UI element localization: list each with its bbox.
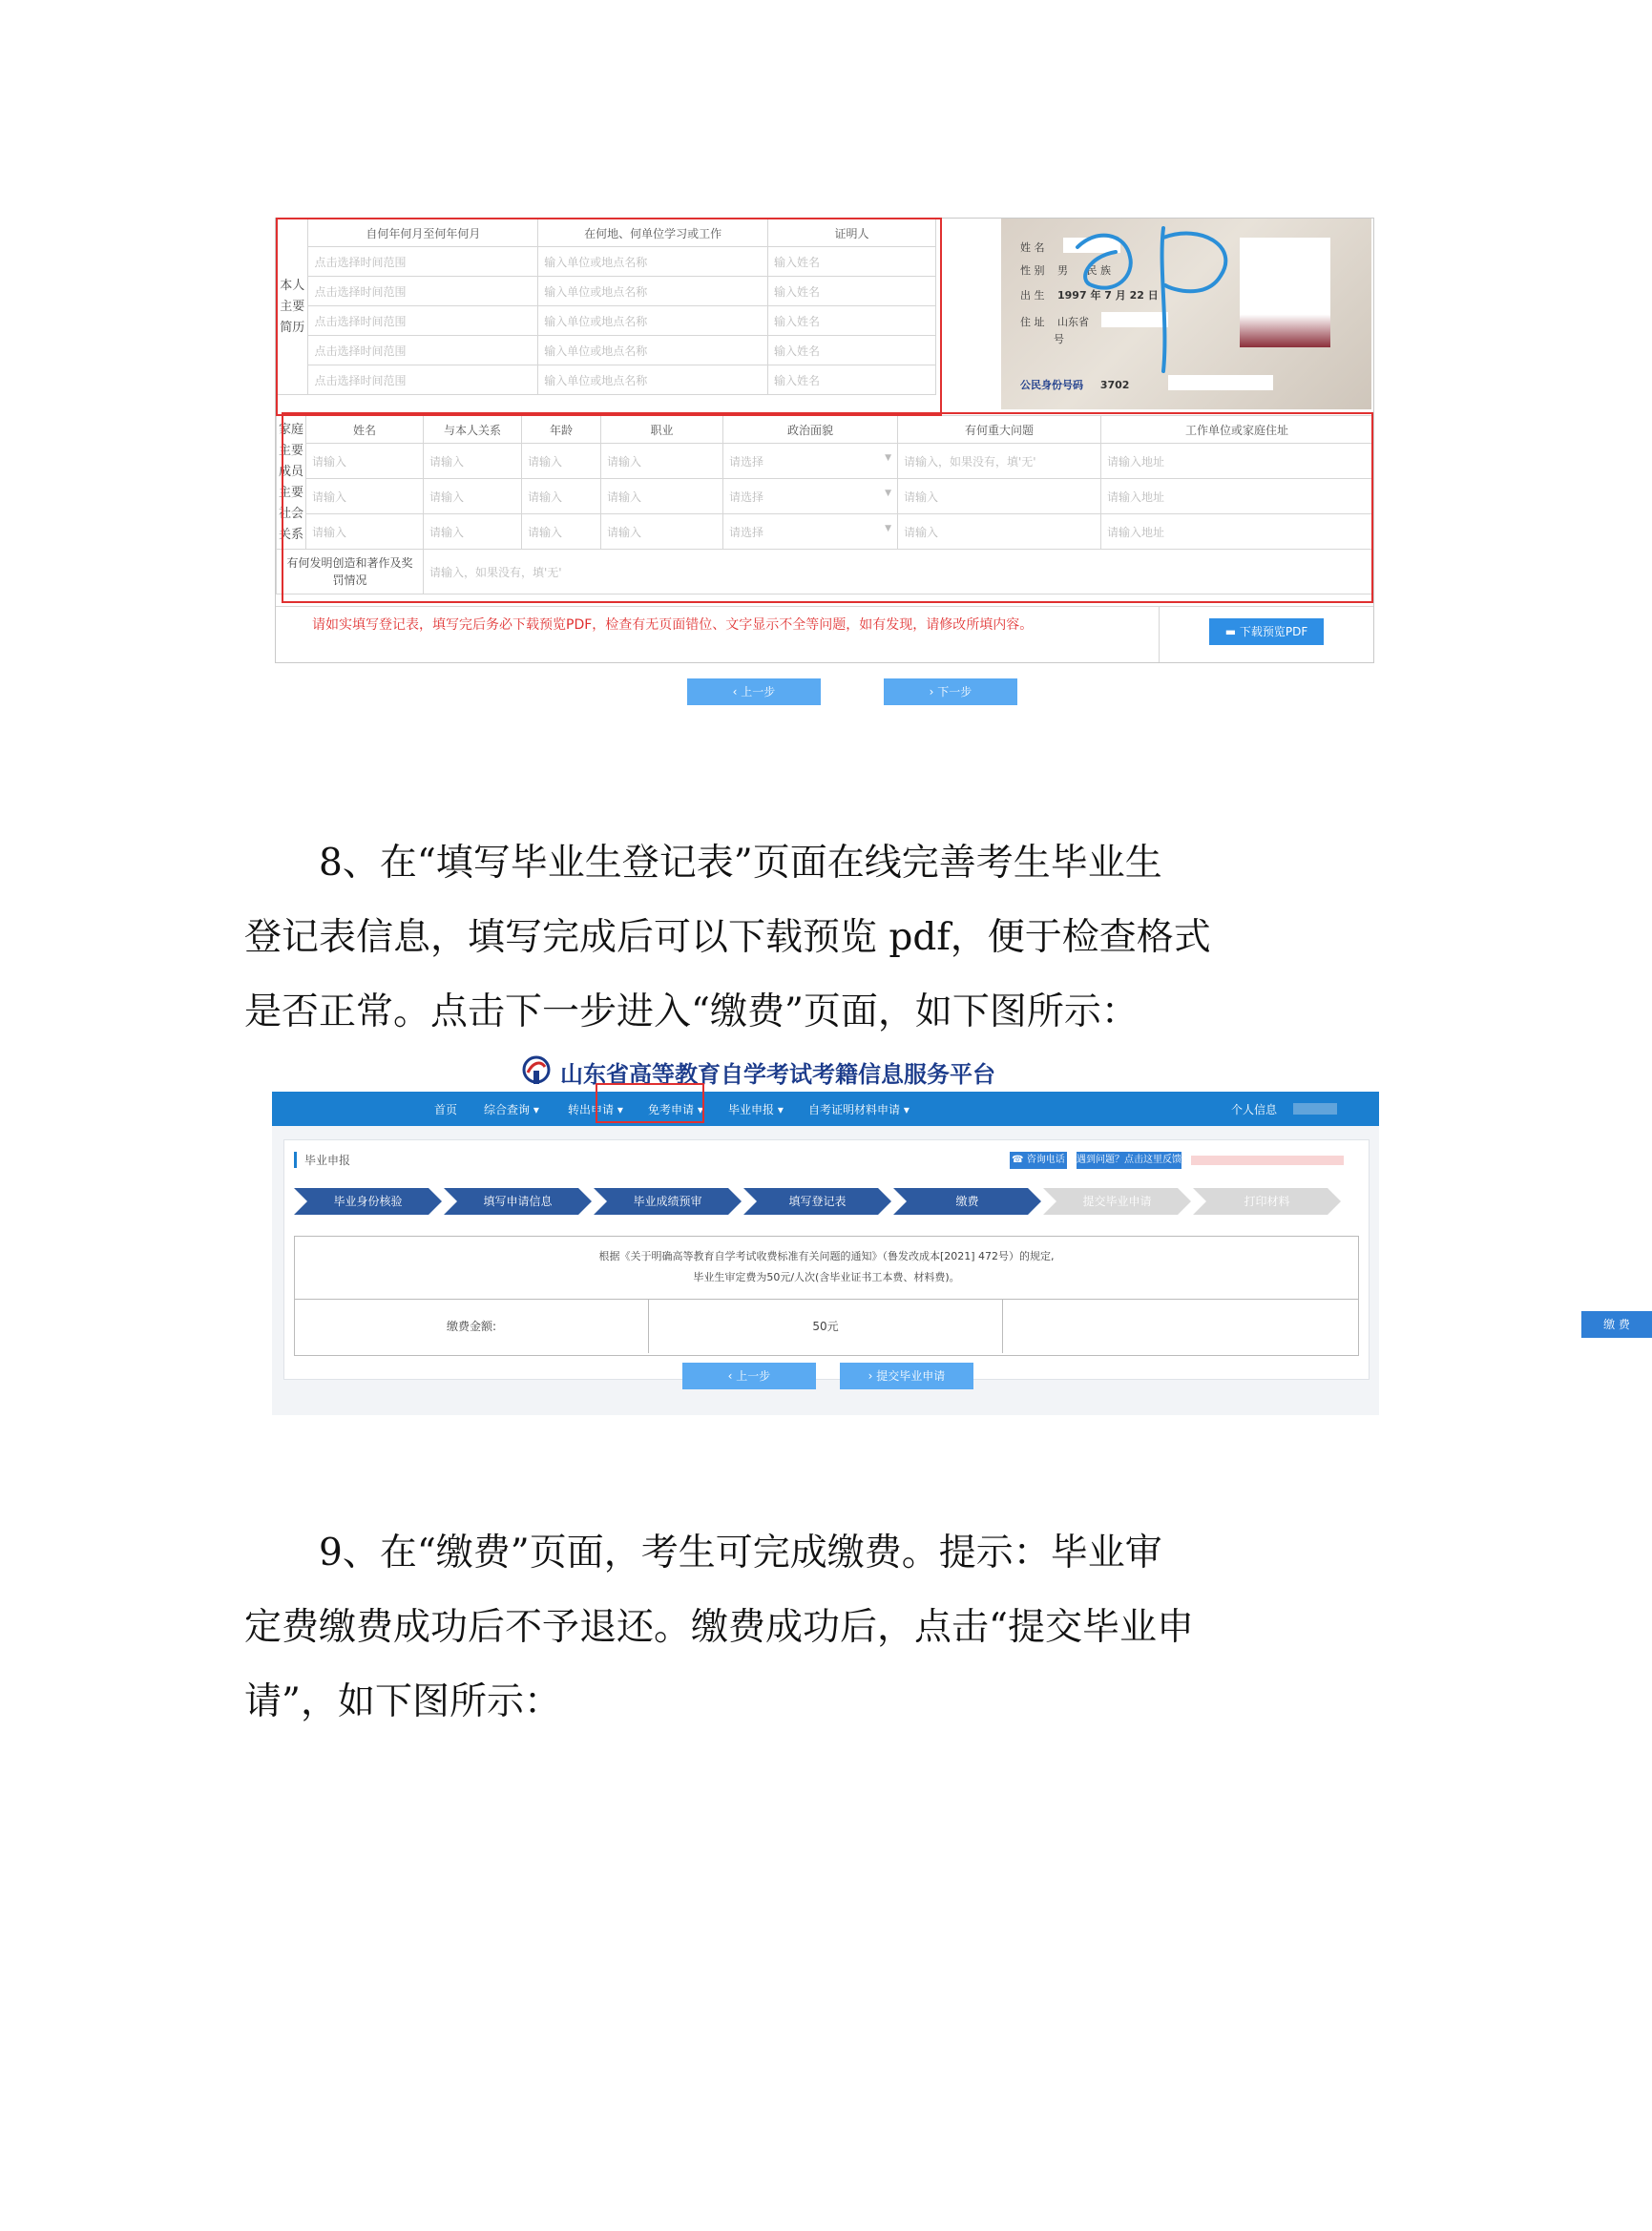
id-address-extra2: 号: [1054, 333, 1064, 345]
step-7: [1193, 1188, 1341, 1215]
fee-action-cell: [1003, 1300, 1630, 1353]
step-label: 填写申请信息: [483, 1195, 553, 1208]
period-picker[interactable]: 点击选择时间范围: [308, 365, 538, 395]
nav-query[interactable]: 综合查询 ▾: [484, 1103, 539, 1116]
navbar: [272, 1092, 1379, 1126]
age-input[interactable]: 请输入: [522, 479, 601, 514]
family-header-name: 姓名: [306, 416, 424, 444]
graduation-panel: [283, 1139, 1630, 1380]
name-input[interactable]: 请输入: [306, 479, 424, 514]
name-input[interactable]: 请输入: [306, 514, 424, 550]
payment-page-screenshot: [272, 1048, 1630, 1415]
id-name-label: 姓 名: [1020, 241, 1045, 254]
fee-amount: 50元: [649, 1300, 1003, 1353]
place-input[interactable]: 输入单位或地点名称: [538, 306, 768, 336]
chevron-left-icon: ‹: [732, 685, 742, 698]
relation-input[interactable]: 请输入: [424, 514, 522, 550]
witness-input[interactable]: 输入姓名: [768, 247, 936, 277]
step-label: 毕业身份核验: [333, 1195, 403, 1208]
period-picker[interactable]: 点击选择时间范围: [308, 306, 538, 336]
step-label: 打印材料: [1244, 1195, 1290, 1208]
prev-step-button[interactable]: [682, 1363, 816, 1389]
step-label: 毕业成绩预审: [633, 1195, 702, 1208]
invention-label: 有何发明创造和著作及奖罚情况: [277, 550, 424, 594]
relation-input[interactable]: 请输入: [424, 479, 522, 514]
address-input[interactable]: 请输入地址: [1101, 479, 1373, 514]
id-birth-label: 出 生: [1020, 289, 1045, 302]
id-gender-value: 男: [1057, 264, 1068, 277]
chevron-down-icon: ▼: [885, 523, 891, 533]
notice-text: 请如实填写登记表，填写完后务必下载预览PDF，检查有无页面错位、文字显示不全等问题，如有发现，请修改所填内容。: [312, 617, 1034, 633]
site-logo-icon: [522, 1053, 551, 1086]
submit-graduation-button[interactable]: [840, 1363, 973, 1389]
select-placeholder: 请选择: [729, 454, 764, 469]
job-input[interactable]: 请输入: [601, 514, 723, 550]
family-header-address: 工作单位或家庭住址: [1101, 416, 1373, 444]
download-icon: ▬: [1224, 625, 1240, 638]
place-input[interactable]: 输入单位或地点名称: [538, 277, 768, 306]
resume-header-place: 在何地、何单位学习或工作: [538, 219, 768, 247]
feedback-button[interactable]: 遇到问题？点击这里反馈: [1077, 1152, 1181, 1169]
prev-step-label: 上一步: [736, 1369, 771, 1383]
hotline-button[interactable]: [1010, 1152, 1067, 1169]
select-placeholder: 请选择: [729, 490, 764, 504]
pay-button[interactable]: 缴 费: [1581, 1311, 1652, 1338]
paragraph-step-8: [244, 826, 1361, 1050]
resume-header-witness: 证明人: [768, 219, 936, 247]
address-input[interactable]: 请输入地址: [1101, 514, 1373, 550]
chevron-down-icon: ▼: [885, 488, 891, 498]
period-picker[interactable]: 点击选择时间范围: [308, 277, 538, 306]
nav-transfer[interactable]: 转出申请 ▾: [568, 1103, 623, 1116]
invention-input[interactable]: 请输入，如果没有，填'无': [424, 550, 1373, 594]
fee-rule-text: [295, 1237, 1358, 1300]
step-1: [294, 1188, 442, 1215]
step-6: [1043, 1188, 1191, 1215]
place-input[interactable]: 输入单位或地点名称: [538, 247, 768, 277]
issues-input[interactable]: 请输入: [898, 479, 1101, 514]
id-address-value: 山东省: [1057, 316, 1089, 328]
nav-home[interactable]: 首页: [434, 1103, 458, 1116]
highlight-box-family: [282, 412, 1373, 603]
fee-table: [294, 1236, 1630, 1356]
hotline-label: 咨询电话: [1026, 1155, 1065, 1165]
next-step-button[interactable]: [884, 678, 1017, 705]
issues-input[interactable]: 请输入，如果没有，填'无': [898, 444, 1101, 479]
paragraph-line: 是否正常。点击下一步进入“缴费”页面，如下图所示：: [244, 990, 1139, 1033]
family-header-age: 年龄: [522, 416, 601, 444]
id-card-image: [1001, 219, 1371, 409]
step-3: [594, 1188, 742, 1215]
id-address-label: 住 址: [1020, 316, 1045, 328]
step-label: 缴费: [955, 1195, 979, 1208]
site-title: 山东省高等教育自学考试考籍信息服务平台: [560, 1061, 995, 1088]
chevron-down-icon: ▼: [885, 452, 891, 463]
download-button-label: 下载预览PDF: [1239, 625, 1308, 638]
panel-title: 毕业申报: [294, 1152, 350, 1168]
step-2: [444, 1188, 592, 1215]
paragraph-line: 登记表信息，填写完成后可以下载预览 pdf，便于检查格式: [244, 916, 1211, 959]
id-number-prefix: 3702: [1099, 379, 1130, 391]
paragraph-line: 9、在“缴费”页面，考生可完成缴费。提示：毕业审: [319, 1532, 1162, 1574]
family-header-relation: 与本人关系: [424, 416, 522, 444]
witness-input[interactable]: 输入姓名: [768, 336, 936, 365]
prev-step-label: 上一步: [741, 685, 776, 698]
place-input[interactable]: 输入单位或地点名称: [538, 336, 768, 365]
age-input[interactable]: 请输入: [522, 444, 601, 479]
nav-certificate[interactable]: 自考证明材料申请 ▾: [808, 1103, 910, 1116]
resume-header-period: 自何年何月至何年何月: [308, 219, 538, 247]
select-placeholder: 请选择: [729, 525, 764, 539]
issues-input[interactable]: 请输入: [898, 514, 1101, 550]
age-input[interactable]: 请输入: [522, 514, 601, 550]
job-input[interactable]: 请输入: [601, 444, 723, 479]
relation-input[interactable]: 请输入: [424, 444, 522, 479]
witness-input[interactable]: 输入姓名: [768, 365, 936, 395]
family-header-job: 职业: [601, 416, 723, 444]
divider: [1159, 607, 1160, 662]
nav-user-info[interactable]: 个人信息: [1231, 1103, 1278, 1116]
step-5: [893, 1188, 1041, 1215]
id-number-label: 公民身份号码: [1020, 379, 1083, 391]
address-input[interactable]: 请输入地址: [1101, 444, 1373, 479]
highlight-box-resume: [276, 218, 942, 416]
resume-side-label: 本人主要简历: [277, 219, 308, 395]
site-header: [272, 1048, 1379, 1092]
nav-exemption[interactable]: 免考申请 ▾: [648, 1103, 703, 1116]
paragraph-line: 定费缴费成功后不予退还。缴费成功后，点击“提交毕业申: [244, 1606, 1194, 1649]
paragraph-line: 请”，如下图所示：: [244, 1680, 561, 1723]
fee-rule-line: 毕业生审定费为50元/人次(含毕业证书工本费、材料费)。: [693, 1271, 960, 1283]
family-header-issues: 有何重大问题: [898, 416, 1101, 444]
redacted-block: [1293, 1103, 1337, 1115]
phone-icon: ☎: [1012, 1155, 1027, 1165]
signature-scribble: [1058, 219, 1278, 381]
period-picker[interactable]: 点击选择时间范围: [308, 247, 538, 277]
paragraph-line: 8、在“填写毕业生登记表”页面在线完善考生毕业生: [319, 842, 1162, 885]
id-gender-label: 性 别: [1020, 264, 1045, 277]
place-input[interactable]: 输入单位或地点名称: [538, 365, 768, 395]
download-preview-pdf-button[interactable]: [1209, 618, 1324, 645]
step-4: [743, 1188, 891, 1215]
chevron-left-icon: ‹: [727, 1369, 737, 1383]
period-picker[interactable]: 点击选择时间范围: [308, 336, 538, 365]
highlight-box-pay-step: [596, 1083, 704, 1123]
prev-step-button[interactable]: [687, 678, 821, 705]
submit-label: 提交毕业申请: [876, 1369, 946, 1383]
step-label: 填写登记表: [788, 1195, 847, 1208]
fee-label: 缴费金额:: [295, 1300, 649, 1353]
name-input[interactable]: 请输入: [306, 444, 424, 479]
family-header-politics: 政治面貌: [723, 416, 898, 444]
chevron-right-icon: ›: [929, 685, 938, 698]
nav-graduation[interactable]: 毕业申报 ▾: [728, 1103, 784, 1116]
redacted-block: [1191, 1156, 1344, 1165]
chevron-right-icon: ›: [868, 1369, 877, 1383]
step-label: 提交毕业申请: [1082, 1195, 1152, 1208]
content-area: [272, 1126, 1630, 1415]
family-side-label: 家庭主要成员主要社会关系: [277, 416, 306, 550]
fee-rule-line: 根据《关于明确高等教育自学考试收费标准有关问题的通知》（鲁发改成本[2021] 472号）的规定,: [598, 1250, 1055, 1262]
id-ethnicity-label: 民 族: [1086, 264, 1111, 277]
notice-row: [276, 606, 1373, 662]
job-input[interactable]: 请输入: [601, 479, 723, 514]
witness-input[interactable]: 输入姓名: [768, 277, 936, 306]
next-step-label: 下一步: [937, 685, 972, 698]
witness-input[interactable]: 输入姓名: [768, 306, 936, 336]
id-birth-value: 1997 年 7 月 22 日: [1057, 289, 1159, 302]
paragraph-step-9: [244, 1516, 1361, 1740]
